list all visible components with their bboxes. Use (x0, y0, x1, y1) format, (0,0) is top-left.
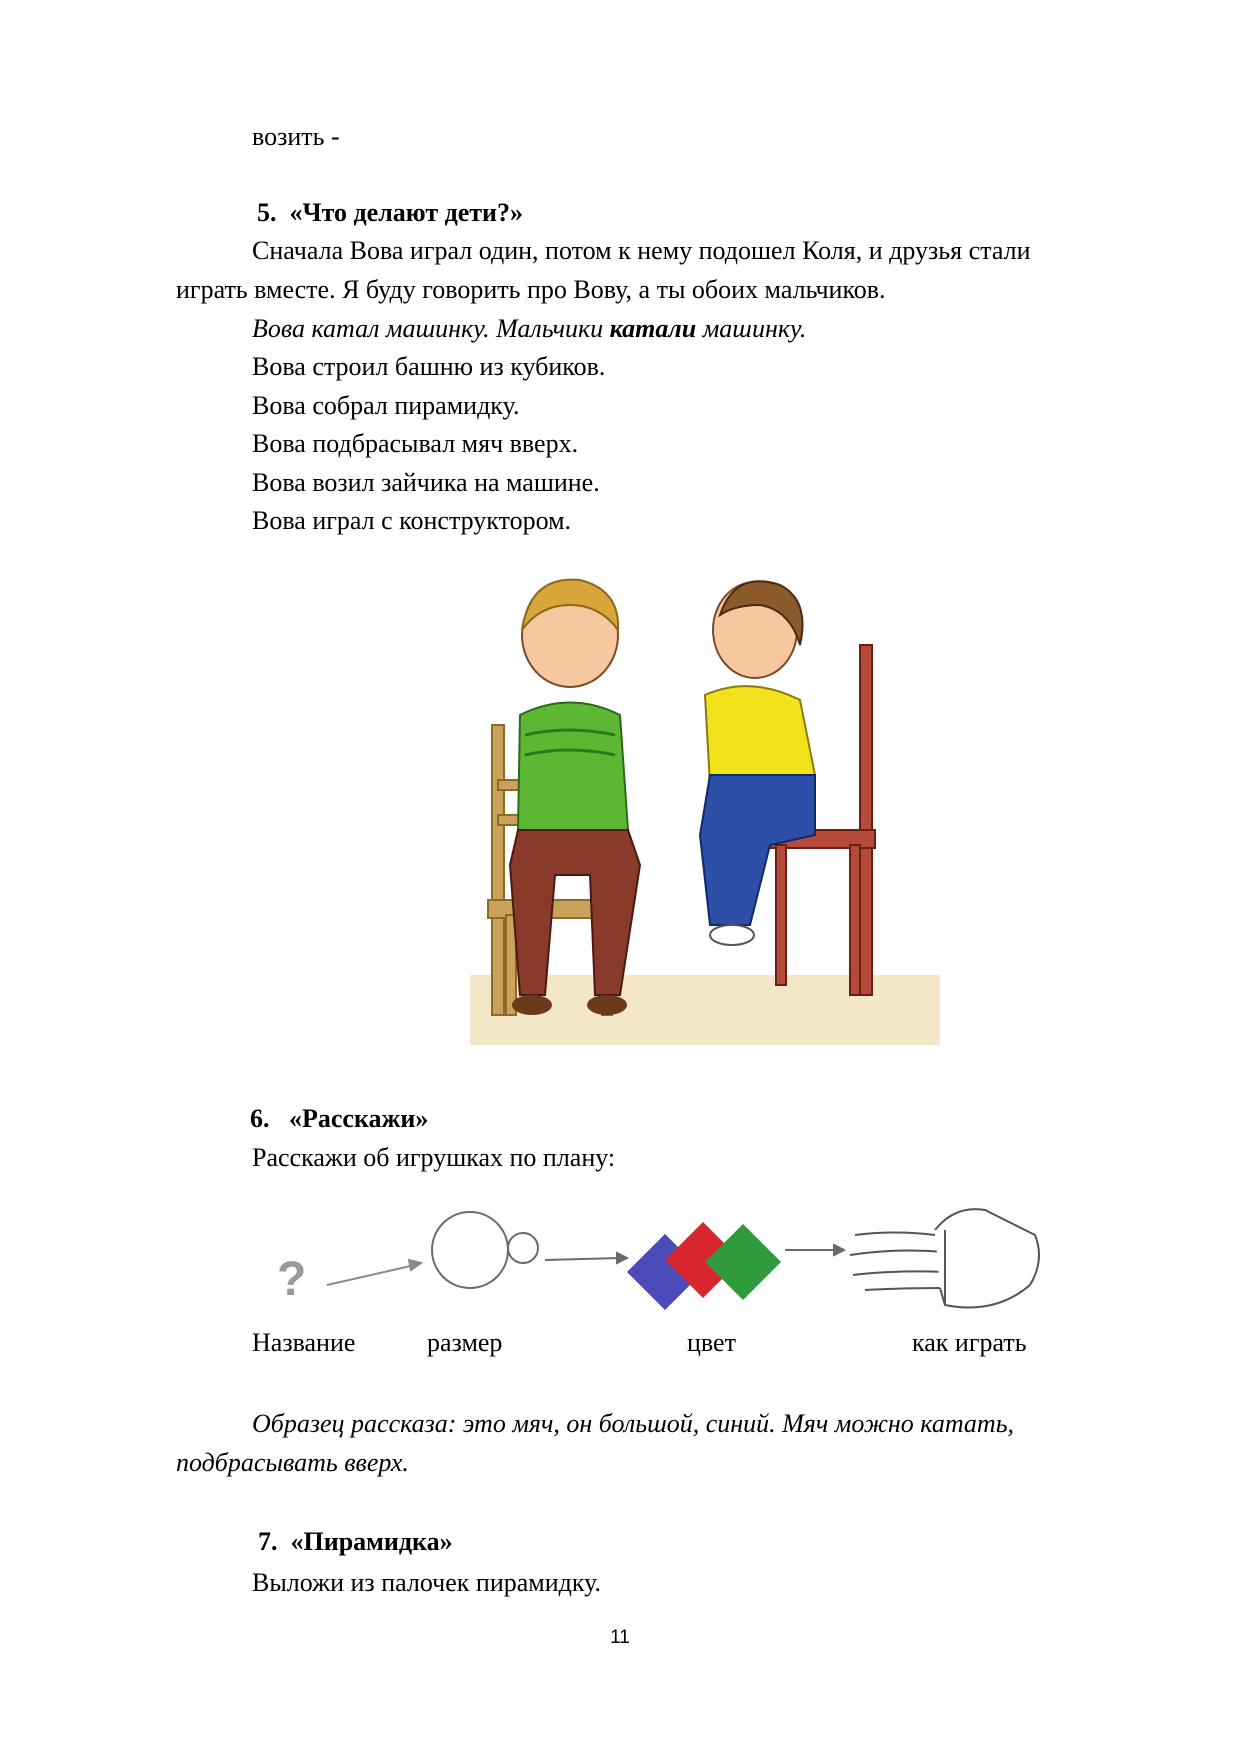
small-circle-icon (508, 1233, 538, 1263)
example-bold-verb: катали (609, 314, 697, 343)
section6-heading (250, 1104, 428, 1134)
label-color: цвет (687, 1328, 736, 1357)
question-mark-icon: ? (277, 1253, 307, 1306)
example-part1: Вова катал машинку. Мальчики (252, 314, 610, 343)
sample-story-line1: Образец рассказа: это мяч, он большой, синий. Мяч можно катать, (252, 1409, 1015, 1438)
hand-icon (850, 1209, 1039, 1307)
section7-number: 7. (258, 1527, 278, 1556)
section6-intro: Расскажи об игрушках по плану: (252, 1143, 616, 1172)
story-plan-diagram (255, 1190, 1055, 1320)
section5-intro-line1: Сначала Вова играл один, потом к нему подошел Коля, и друзья стали (252, 236, 1031, 265)
continued-line: возить - (252, 122, 340, 151)
label-how-to-play: как играть (912, 1328, 1027, 1357)
sentence-3: Вова подбрасывал мяч вверх. (252, 429, 579, 458)
section7-heading (258, 1527, 453, 1557)
section6-number: 6. (250, 1104, 270, 1133)
sentence-1: Вова строил башню из кубиков. (252, 352, 606, 381)
boy-yellow-shirt (700, 581, 815, 945)
boy-green-sweater (510, 580, 640, 1015)
two-boys-illustration (470, 575, 950, 1050)
section5-number: 5. (257, 198, 277, 227)
section5-example (252, 314, 806, 344)
sentence-4: Вова возил зайчика на машине. (252, 468, 600, 497)
section7-intro: Выложи из палочек пирамидку. (252, 1568, 602, 1597)
section6-title: «Расскажи» (289, 1104, 429, 1133)
arrow-1-icon (327, 1260, 421, 1285)
arrow-3-icon (785, 1245, 844, 1255)
label-name: Название (252, 1328, 356, 1357)
sentence-5: Вова играл с конструктором. (252, 506, 572, 535)
section7-title: «Пирамидка» (290, 1527, 453, 1556)
example-part2: машинку. (696, 314, 807, 343)
sentence-2: Вова собрал пирамидку. (252, 391, 520, 420)
label-size: размер (427, 1328, 503, 1357)
section5-title: «Что делают дети?» (289, 198, 524, 227)
arrow-2-icon (545, 1253, 627, 1263)
section5-heading (257, 198, 523, 228)
color-diamonds-icon (627, 1222, 781, 1310)
section5-intro-line2: играть вместе. Я буду говорить про Вову, а ты обоих мальчиков. (176, 275, 886, 304)
big-circle-icon (432, 1212, 508, 1288)
sample-story-line2: подбрасывать вверх. (176, 1448, 409, 1477)
page-number: 11 (610, 1627, 630, 1648)
